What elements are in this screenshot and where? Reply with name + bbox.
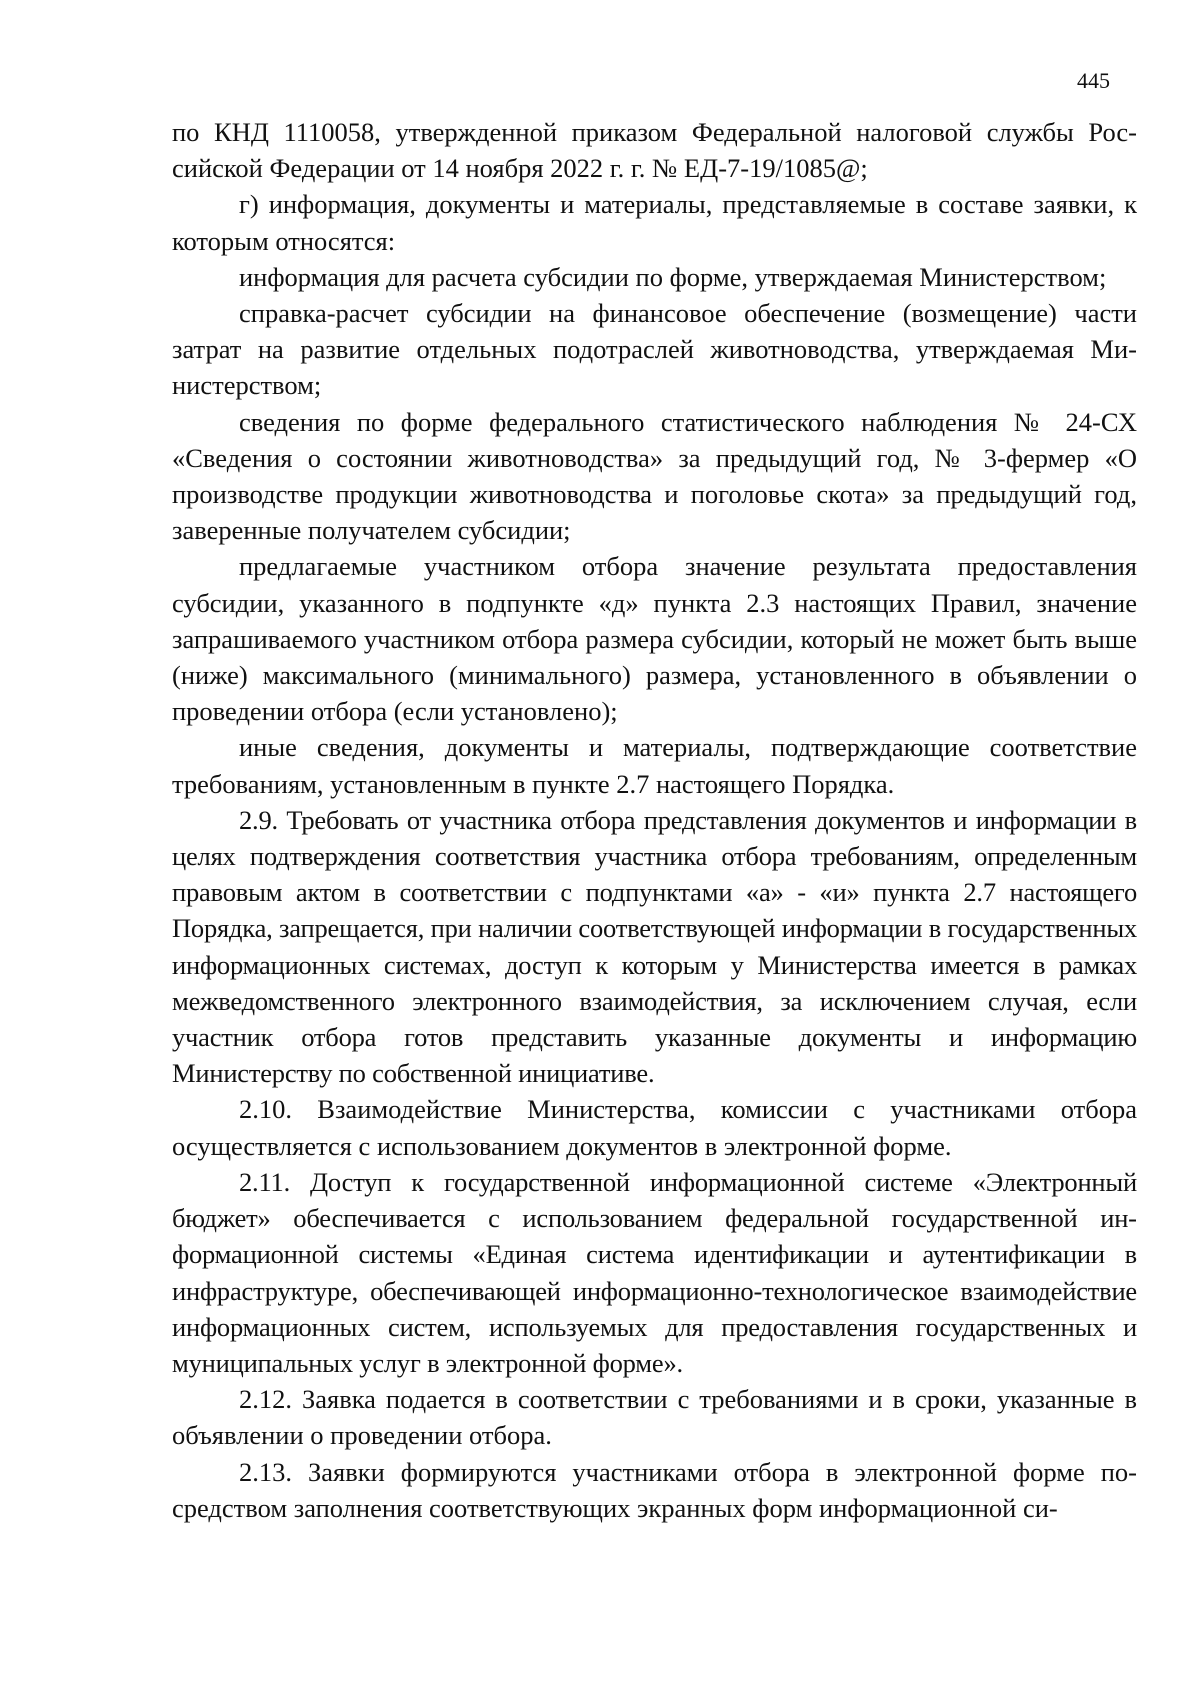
paragraph-2-12: 2.12. Заявка подается в соответствии с требованиями и в сроки, указанные в объявлении о проведении отбора. [172,1384,1137,1451]
paragraph-2-11: 2.11. Доступ к государственной информационной системе «Электронный бюджет» обеспечивается с использованием федеральной государственной информационной системы «Единая система идентификации и аутентификации в инфраструктуре, обеспечивающей информационно-технологическое взаимодействие информационных систем, используемых для предоставления государственных и муниципальных услуг в электронной форме». [172,1166,1137,1378]
paragraph-2-13: 2.13. Заявки формируются участниками отбора в электронной форме посредством заполнения соответствующих экранных форм информационной си- [172,1456,1137,1523]
paragraph-proposed-result: предлагаемые участником отбора значение результата предоставления субсидии, указанного в подпункте «д» пункта 2.3 настоящих Правил, значение запрашиваемого участником отбора размера субсидии, который не может быть выше (ниже) максимального (минимального) размера, установленного в объявлении о проведении отбора (если установлено); [172,551,1137,727]
paragraph-item-g: г) информация, документы и материалы, представляемые в составе заявки, к которым относятся: [172,189,1137,256]
paragraph-subsidy-info: информация для расчета субсидии по форме, утверждаемая Министерством; [239,261,1107,292]
paragraph-calculation-certificate: справка-расчет субсидии на финансовое обеспечение (возмещение) части затрат на развитие отдельных подотраслей животноводства, утверждаемая Министерством; [172,298,1137,401]
paragraph-knd-reference: по КНД 1110058, утвержденной приказом Федеральной налоговой службы Российской Федерации от 14 ноября 2022 г. г. № ЕД-7-19/1085@; [172,117,1137,184]
paragraph-2-9: 2.9. Требовать от участника отбора представления документов и информации в целях подтверждения соответствия участника отбора требованиям, определенным правовым актом в соответствии с подпунктами «а» - «и» пункта 2.7 настоящего Порядка, запрещается, при наличии соответствующей информации в государственных информационных системах, доступ к которым у Министерства имеется в рамках межведомственного электронного взаимодействия, за исключением случая, если участник отбора готов представить указанные документы и информацию Министерству по собственной инициативе. [172,804,1137,1089]
page-number: 445 [1077,68,1110,93]
paragraph-other-documents: иные сведения, документы и материалы, подтверждающие соответствие требованиям, установленным в пункте 2.7 настоящего Порядка. [172,732,1137,799]
document-body [172,114,1137,1526]
paragraph-statistical-data: сведения по форме федерального статистического наблюдения № 24-СХ «Сведения о состоянии животноводства» за предыдущий год, № 3-фермер «О производстве продукции животноводства и поголовье скота» за предыдущий год, заверенные получателем субсидии; [172,406,1137,546]
paragraph-2-10: 2.10. Взаимодействие Министерства, комиссии с участниками отбора осуществляется с использованием документов в электронной форме. [172,1094,1137,1161]
